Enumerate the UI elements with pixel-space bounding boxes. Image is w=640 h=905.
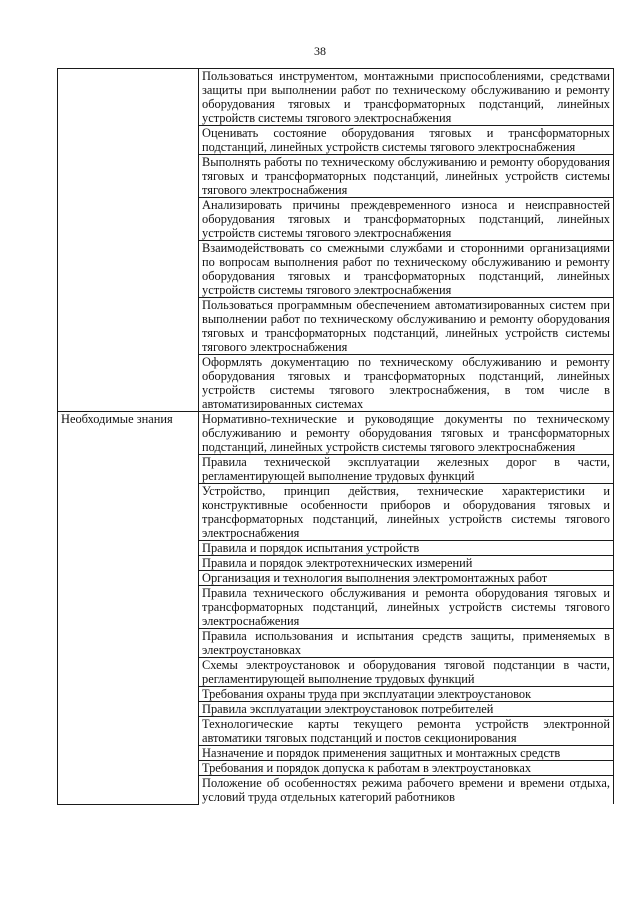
requirement-cell	[199, 69, 614, 126]
requirement-cell	[199, 155, 614, 198]
requirement-cell	[199, 412, 614, 455]
requirement-text: Выполнять работы по техническому обслуживанию и ремонту оборудования тяговых и трансформаторных подстанций, линейных устройств системы тягового электроснабжения	[202, 155, 610, 197]
section-heading-cell	[58, 412, 199, 805]
requirement-cell	[199, 761, 614, 776]
requirement-cell	[199, 746, 614, 761]
requirement-cell	[199, 355, 614, 412]
requirement-cell	[199, 484, 614, 541]
requirement-text: Нормативно-технические и руководящие документы по техническому обслуживанию и ремонту оборудования тяговых и трансформаторных подстанций, линейных устройств системы тягового электроснабжения	[202, 412, 610, 454]
section-heading-cell	[58, 69, 199, 412]
requirement-text: Пользоваться программным обеспечением автоматизированных систем при выполнении работ по техническому обслуживанию и ремонту оборудования тяговых и трансформаторных подстанций, линейных устройств системы тягового электроснабжения	[202, 298, 610, 354]
requirement-text: Правила технического обслуживания и ремонта оборудования тяговых и трансформаторных подстанций, линейных устройств системы тягового электроснабжения	[202, 586, 610, 628]
requirement-cell	[199, 541, 614, 556]
requirement-cell	[199, 198, 614, 241]
table-row	[58, 69, 614, 126]
requirement-text: Устройство, принцип действия, технические характеристики и конструктивные особенности приборов и оборудования тяговых и трансформаторных подстанций, линейных устройств системы тягового электроснабжения	[202, 484, 610, 540]
section-heading: Необходимые знания	[61, 412, 173, 426]
requirement-cell	[199, 241, 614, 298]
requirement-cell	[199, 455, 614, 484]
requirement-cell	[199, 556, 614, 571]
requirement-cell	[199, 658, 614, 687]
requirement-text: Правила использования и испытания средств защиты, применяемых в электроустановках	[202, 629, 610, 657]
requirement-text: Пользоваться инструментом, монтажными приспособлениями, средствами защиты при выполнении работ по техническому обслуживанию и ремонту оборудования тяговых и трансформаторных подстанций, линейных устройств системы тягового электроснабжения	[202, 69, 610, 125]
requirement-text: Технологические карты текущего ремонта устройств электронной автоматики тяговых подстанций и постов секционирования	[202, 717, 610, 745]
requirement-text: Правила технической эксплуатации железных дорог в части, регламентирующей выполнение трудовых функций	[202, 455, 610, 483]
requirement-text: Организация и технология выполнения электромонтажных работ	[202, 571, 548, 585]
requirement-text: Назначение и порядок применения защитных и монтажных средств	[202, 746, 561, 760]
requirement-cell	[199, 687, 614, 702]
requirement-cell	[199, 586, 614, 629]
requirement-cell	[199, 717, 614, 746]
requirement-cell	[199, 571, 614, 586]
requirement-cell	[199, 702, 614, 717]
requirement-cell	[199, 126, 614, 155]
requirement-text: Взаимодействовать со смежными службами и сторонними организациями по вопросам выполнения работ по техническому обслуживанию и ремонту оборудования тяговых и трансформаторных подстанций, линейных устройств системы тягового электроснабжения	[202, 241, 610, 297]
page-number: 38	[314, 44, 326, 58]
table-body	[58, 69, 614, 805]
requirement-text: Правила и порядок испытания устройств	[202, 541, 420, 555]
table-row	[58, 412, 614, 455]
requirement-cell	[199, 776, 614, 805]
requirement-text: Правила и порядок электротехнических измерений	[202, 556, 473, 570]
requirement-text: Оценивать состояние оборудования тяговых и трансформаторных подстанций, линейных устройств системы тягового электроснабжения	[202, 126, 610, 154]
requirement-cell	[199, 629, 614, 658]
requirement-text: Положение об особенностях режима рабочего времени и времени отдыха, условий труда отдельных категорий работников	[202, 776, 610, 804]
requirement-text: Схемы электроустановок и оборудования тяговой подстанции в части, регламентирующей выполнение трудовых функций	[202, 658, 610, 686]
requirement-text: Требования охраны труда при эксплуатации электроустановок	[202, 687, 532, 701]
requirements-table	[57, 68, 614, 805]
requirement-text: Анализировать причины преждевременного износа и неисправностей оборудования тяговых и трансформаторных подстанций, линейных устройств системы тягового электроснабжения	[202, 198, 610, 240]
requirement-text: Правила эксплуатации электроустановок потребителей	[202, 702, 494, 716]
requirement-text: Оформлять документацию по техническому обслуживанию и ремонту оборудования тяговых и трансформаторных подстанций, линейных устройств системы тягового электроснабжения, в том числе в автоматизированных системах	[202, 355, 610, 411]
requirement-text: Требования и порядок допуска к работам в электроустановках	[202, 761, 532, 775]
requirement-cell	[199, 298, 614, 355]
